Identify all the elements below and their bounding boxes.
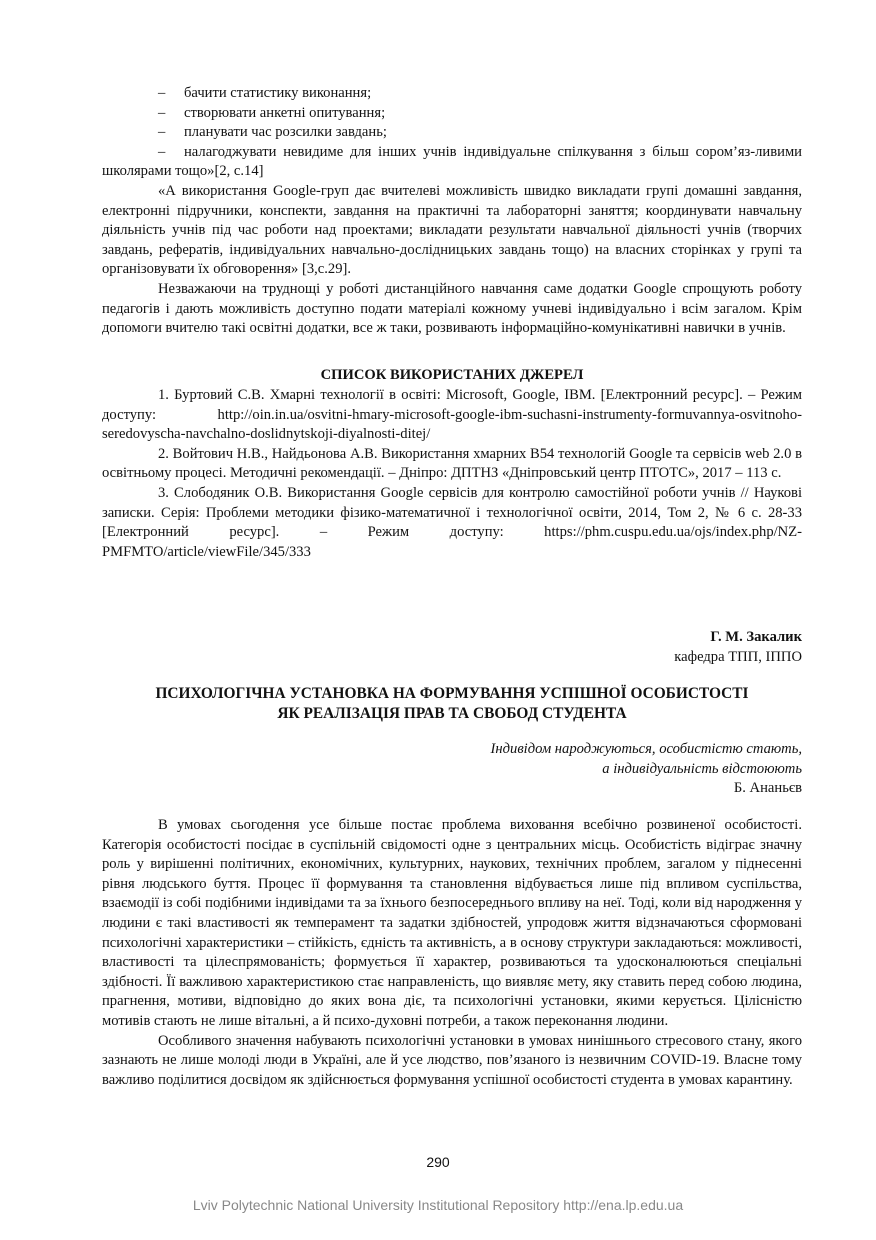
- reference-item: 1. Буртовий С.В. Хмарні технології в освіті: Microsoft, Google, IBM. [Електронний ресурс]. – Режим доступу: http://oin.in.ua/osvitni-hmary-microsoft-google-ibm-suchasni-instrumenty-formuvannya-osvitnoho-seredovyscha-navchalno-doslidnytskoji-diyalnosti-ditej/: [102, 387, 802, 443]
- bullet-list: [102, 84, 802, 339]
- title-line: ЯК РЕАЛІЗАЦІЯ ПРАВ ТА СВОБОД СТУДЕНТА: [277, 705, 627, 722]
- epigraph-line: Індивідом народжуються, особистістю стають,: [490, 741, 802, 757]
- list-item: – налагоджувати невидиме для інших учнів індивідуальне спілкування з більш сором’яз-ливими школярами тощо»[2, с.14]: [102, 143, 802, 180]
- reference-item: 3. Слободяник О.В. Використання Google сервісів для контролю самостійної роботи учнів // Наукові записки. Серія: Проблеми методики фізико-математичної і технологічної освіти, 2014, Том 2, № 6 с. 28-33 [Електронний ресурс]. – Режим доступу: https://phm.cuspu.edu.ua/ojs/index.php/NZ-PMFMTO/article/viewFile/345/333: [102, 484, 802, 560]
- epigraph: [491, 740, 802, 799]
- repository-footer: Lviv Polytechnic National University Institutional Repository http://ena.lp.edu.ua: [192, 1197, 684, 1213]
- author-block: [674, 628, 802, 667]
- bullet-mark: –: [158, 85, 166, 101]
- article-title: [102, 684, 802, 724]
- references-heading: СПИСОК ВИКОРИСТАНИХ ДЖЕРЕЛ: [320, 367, 584, 383]
- title-line: ПСИХОЛОГІЧНА УСТАНОВКА НА ФОРМУВАННЯ УСПІШНОЇ ОСОБИСТОСТІ: [155, 685, 749, 702]
- paragraph-google-groups: «А використання Google-груп дає вчителеві можливість швидко викладати групі домашні завдання, електронні підручники, конспекти, завдання на практичні та лабораторні заняття; координувати навчальну діяльність учнів під час роботи над проектами; викладати результати навчальної діяльності учнів (творчих завдань, рефератів, індивідуальних навчально-дослідницьких завдань тощо) на власних сторінках у групі та організовувати їх обговорення» [3,с.29].: [102, 182, 802, 278]
- author-affiliation: кафедра ТПП, ІППО: [674, 648, 802, 665]
- bullet-mark: –: [158, 143, 166, 160]
- page-number: 290: [426, 1154, 450, 1170]
- bullet-mark: –: [158, 104, 166, 121]
- epigraph-author: Б. Ананьєв: [733, 780, 802, 797]
- list-item: – бачити статистику виконання;: [102, 84, 802, 104]
- article-paragraph: Особливого значення набувають психологічні установки в умовах нинішнього стресового стану, якого зазнають не лише молоді люди в Україні, але й усе людство, пов’язаного із незвичним COVID-19. Власне тому важливо поділитися досвідом як здійснюється формування успішної особистості студента в умовах карантину.: [102, 1032, 802, 1088]
- list-item: – створювати анкетні опитування;: [102, 104, 802, 124]
- article-paragraph: В умовах сьогодення усе більше постає проблема виховання всебічно розвиненої особистості. Категорія особистості посідає в суспільній свідомості одне з центральних місць. Особистість відіграє значну роль у вирішенні політичних, економічних, культурних, наукових, технічних проблем, загалом у піднесенні рівня людського буття. Процес її формування та становлення відбувається лише під впливом суспільства, взаємодії із собі подібними індивідами та за їхнього безпосереднього впливу на неї. Тоді, коли від народження у людини є такі властивості як темперамент та задатки здібностей, упродовж життя відзначаються сформовані психологічні характеристики – стійкість, єдність та активність, а в основу структури закладаються: можливості, властивості та цілеспрямованість; формується її характер, розвиваються та удосконалюються спеціальні здібності. Її важливою характеристикою стає направленість, що виявляє мету, яку ставить перед собою людина, прагнення, мотиви, відповідно до яких вона діє, та психологічні установки, якими керується. Цілісністю мотивів стають не лише вітальні, а й психо-духовні потреби, а також переконання людини.: [102, 817, 802, 1029]
- epigraph-line: а індивідуальність відстоюють: [602, 760, 802, 777]
- references-list: [102, 386, 802, 562]
- author-name: Г. М. Закалик: [710, 629, 802, 645]
- paragraph-conclusion: Незважаючи на труднощі у роботі дистанційного навчання саме додатки Google спрощують роботу педагогів і дають можливість доступно подати матеріалі кожному учневі індивідуально і всім загалом. Крім допомоги вчителю такі освітні додатки, все ж таки, розвивають інформаційно-комунікативні навички в учнів.: [102, 280, 802, 337]
- list-item: – планувати час розсилки завдань;: [102, 123, 802, 143]
- article-body: [102, 816, 802, 1090]
- bullet-mark: –: [158, 124, 166, 141]
- reference-item: 2. Войтович Н.В., Найдьонова А.В. Використання хмарних В54 технологій Google та сервісів web 2.0 в освітньому процесі. Методичні рекомендації. – Дніпро: ДПТНЗ «Дніпровський центр ПТОТС», 2017 – 113 с.: [102, 445, 802, 482]
